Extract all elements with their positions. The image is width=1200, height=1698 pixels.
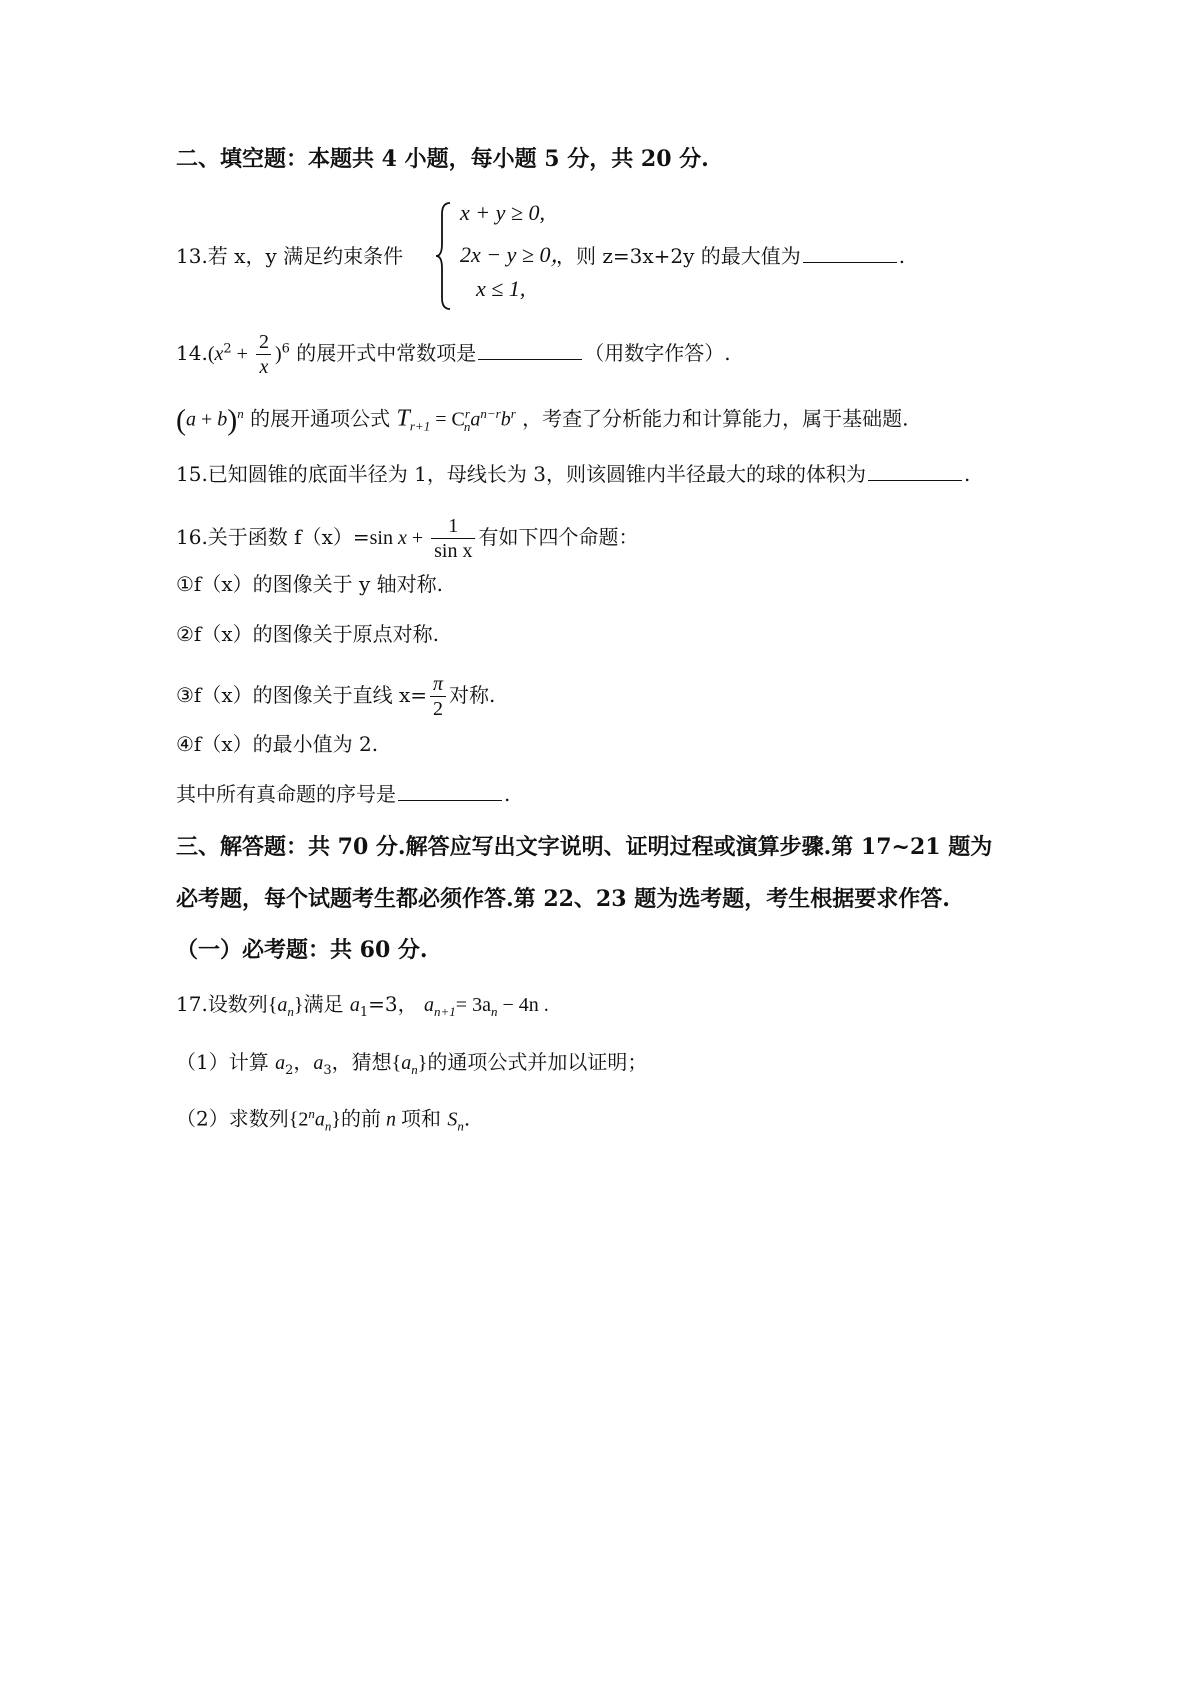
q14-frac-num: 2 <box>258 331 269 353</box>
question-15 <box>176 460 970 488</box>
question-13-tail <box>556 242 905 270</box>
note-open-paren: ( <box>176 403 186 437</box>
proposition-2: ②f（x）的图像关于原点对称. <box>176 622 439 646</box>
note-b-exp: r <box>510 406 516 421</box>
note-formula-lead: 的展开通项公式 <box>250 406 391 431</box>
q17-a3: a <box>313 1052 324 1074</box>
q17-p2-lead: （2）求数列 <box>176 1106 289 1131</box>
q15-end: . <box>963 462 971 486</box>
section-3-line-2: 必考题，每个试题考生都必须作答.第 22、23 题为选考题，考生根据要求作答. <box>176 886 950 912</box>
q17-p2-a: a <box>314 1108 325 1131</box>
q17-a1: a <box>349 994 360 1016</box>
q16-plus: + <box>406 527 429 549</box>
note-T-sub: r+1 <box>409 418 431 434</box>
q17-p2-end: 项和 <box>400 1106 441 1131</box>
q16-prefix: 16.关于函数 f（x）= <box>176 525 370 549</box>
note-C-sup: r <box>464 406 470 421</box>
note-text: ，考查了分析能力和计算能力，属于基础题. <box>522 406 909 431</box>
note-a: a <box>186 408 196 431</box>
q16-frac-den: sin x <box>431 538 475 563</box>
note-a-exp: n−r <box>480 406 501 421</box>
constraint-2: 2x − y ≥ 0， <box>460 242 573 267</box>
note-n-exp: n <box>237 406 244 421</box>
q17-a: a <box>277 994 288 1016</box>
q14-prefix: 14. <box>176 341 208 365</box>
note-equals: = C <box>430 408 465 431</box>
q16-fraction <box>431 514 475 563</box>
q16-x: x <box>392 527 407 549</box>
q17-a2-sub: 2 <box>285 1063 294 1078</box>
answer-blank-16[interactable] <box>398 780 502 801</box>
q17-p2-seq-close: } <box>331 1108 341 1131</box>
q14-square: 2 <box>223 341 232 357</box>
q13-end: . <box>898 244 906 268</box>
q14-suffix: 的展开式中常数项是 <box>296 341 477 365</box>
q15-text: 15.已知圆锥的底面半径为 1，母线长为 3，则该圆锥内半径最大的球的体积为 <box>176 462 866 486</box>
note-b: b <box>217 408 228 431</box>
q17-p2-n: n <box>380 1108 401 1131</box>
q16-suffix: 有如下四个命题： <box>478 525 639 549</box>
q14-frac-den: x <box>256 354 271 379</box>
constraint-1: x + y ≥ 0, <box>460 200 545 225</box>
q17-p1-seq: { <box>391 1052 402 1074</box>
left-brace-icon <box>434 200 454 312</box>
question-13-lead <box>176 242 403 270</box>
q14-exponent: 6 <box>281 341 290 357</box>
q17-p2-period: . <box>463 1106 471 1131</box>
q17-p1-comma: ， <box>293 1050 314 1074</box>
q17-p1-mid: ，猜想 <box>331 1050 392 1074</box>
note-T: T <box>396 405 410 432</box>
q13-prefix: 13.若 x，y 满足约束条件 <box>176 244 404 268</box>
note-b-term: b <box>500 408 511 431</box>
q17-p2-seq: {2 <box>288 1108 309 1131</box>
q14-open: ( <box>207 343 215 365</box>
q17-rec-sub: n <box>490 1004 498 1019</box>
q17-rec-end: − 4n . <box>497 994 549 1016</box>
answer-blank-15[interactable] <box>868 460 962 481</box>
q17-a-sub: n <box>287 1004 294 1019</box>
answer-blank-14[interactable] <box>478 339 582 360</box>
q17-p2-exp: n <box>308 1106 315 1121</box>
binomial-note <box>176 400 909 441</box>
prop3-prefix: ③f（x）的图像关于直线 x= <box>176 683 428 707</box>
q17-rec: = 3a <box>455 994 491 1016</box>
section-3-line-1: 三、解答题：共 70 分.解答应写出文字说明、证明过程或演算步骤.第 17~21 题为 <box>176 834 993 860</box>
q17-a2: a <box>275 1052 286 1074</box>
q17-a1-sub: 1 <box>359 1005 369 1020</box>
q16-ask-end: . <box>504 782 511 806</box>
section-2-heading: 二、填空题：本题共 4 小题，每小题 5 分，共 20 分. <box>176 146 709 172</box>
q17-p1-a: a <box>401 1052 412 1074</box>
question-17-part-1 <box>176 1048 647 1085</box>
q14-end: （用数字作答）. <box>584 341 731 365</box>
constraint-system <box>434 200 573 312</box>
q17-a1-val: =3， <box>368 992 418 1016</box>
question-14 <box>176 330 731 379</box>
note-a-term: a <box>470 408 481 431</box>
q17-an1-sub: n+1 <box>434 1004 456 1019</box>
q16-frac-num: 1 <box>448 515 459 537</box>
note-plus: + <box>196 408 218 431</box>
proposition-3 <box>176 672 495 721</box>
note-close-paren: ) <box>227 403 238 437</box>
q17-p2-mid: 的前 <box>340 1106 381 1131</box>
constraint-3: x ≤ 1, <box>476 276 526 301</box>
proposition-4: ④f（x）的最小值为 2. <box>176 732 379 756</box>
q16-sin: sin <box>369 527 393 549</box>
q16-ask: 其中所有真命题的序号是 <box>176 782 396 806</box>
q17-S-sub: n <box>457 1118 464 1134</box>
q14-fraction <box>256 330 272 379</box>
question-16-ask <box>176 780 510 808</box>
q17-lead: 17.设数列 <box>176 992 268 1016</box>
section-3-subheading: （一）必考题：共 60 分. <box>176 937 428 963</box>
prop3-suffix: 对称. <box>449 683 496 707</box>
q13-suffix: ，则 z=3x+2y 的最大值为 <box>556 244 801 268</box>
q17-S: S <box>447 1108 458 1131</box>
q17-p2-a-sub: n <box>324 1118 332 1134</box>
question-17 <box>176 990 549 1027</box>
question-17-part-2 <box>176 1100 470 1141</box>
q17-p1-end: 的通项公式并加以证明； <box>427 1050 648 1074</box>
q17-seq-close: } <box>293 994 304 1016</box>
prop3-frac-num: π <box>433 673 444 695</box>
q17-mid: 满足 <box>303 992 344 1016</box>
q14-close: ) <box>274 343 282 365</box>
proposition-1: ①f（x）的图像关于 y 轴对称. <box>176 572 443 596</box>
prop3-frac-den: 2 <box>430 696 446 721</box>
q17-p1-seq-close: } <box>417 1052 428 1074</box>
q17-p1-a-sub: n <box>411 1062 418 1077</box>
q14-x: x <box>214 343 224 365</box>
q14-plus: + <box>231 343 253 365</box>
question-16 <box>176 514 638 563</box>
note-C-sub: n <box>463 418 471 434</box>
q17-p1-lead: （1）计算 <box>176 1050 269 1074</box>
answer-blank-13[interactable] <box>803 242 897 263</box>
q17-an1: a <box>424 994 435 1016</box>
prop3-fraction <box>430 672 446 721</box>
q17-a3-sub: 3 <box>323 1063 332 1078</box>
q17-seq: { <box>267 994 278 1016</box>
